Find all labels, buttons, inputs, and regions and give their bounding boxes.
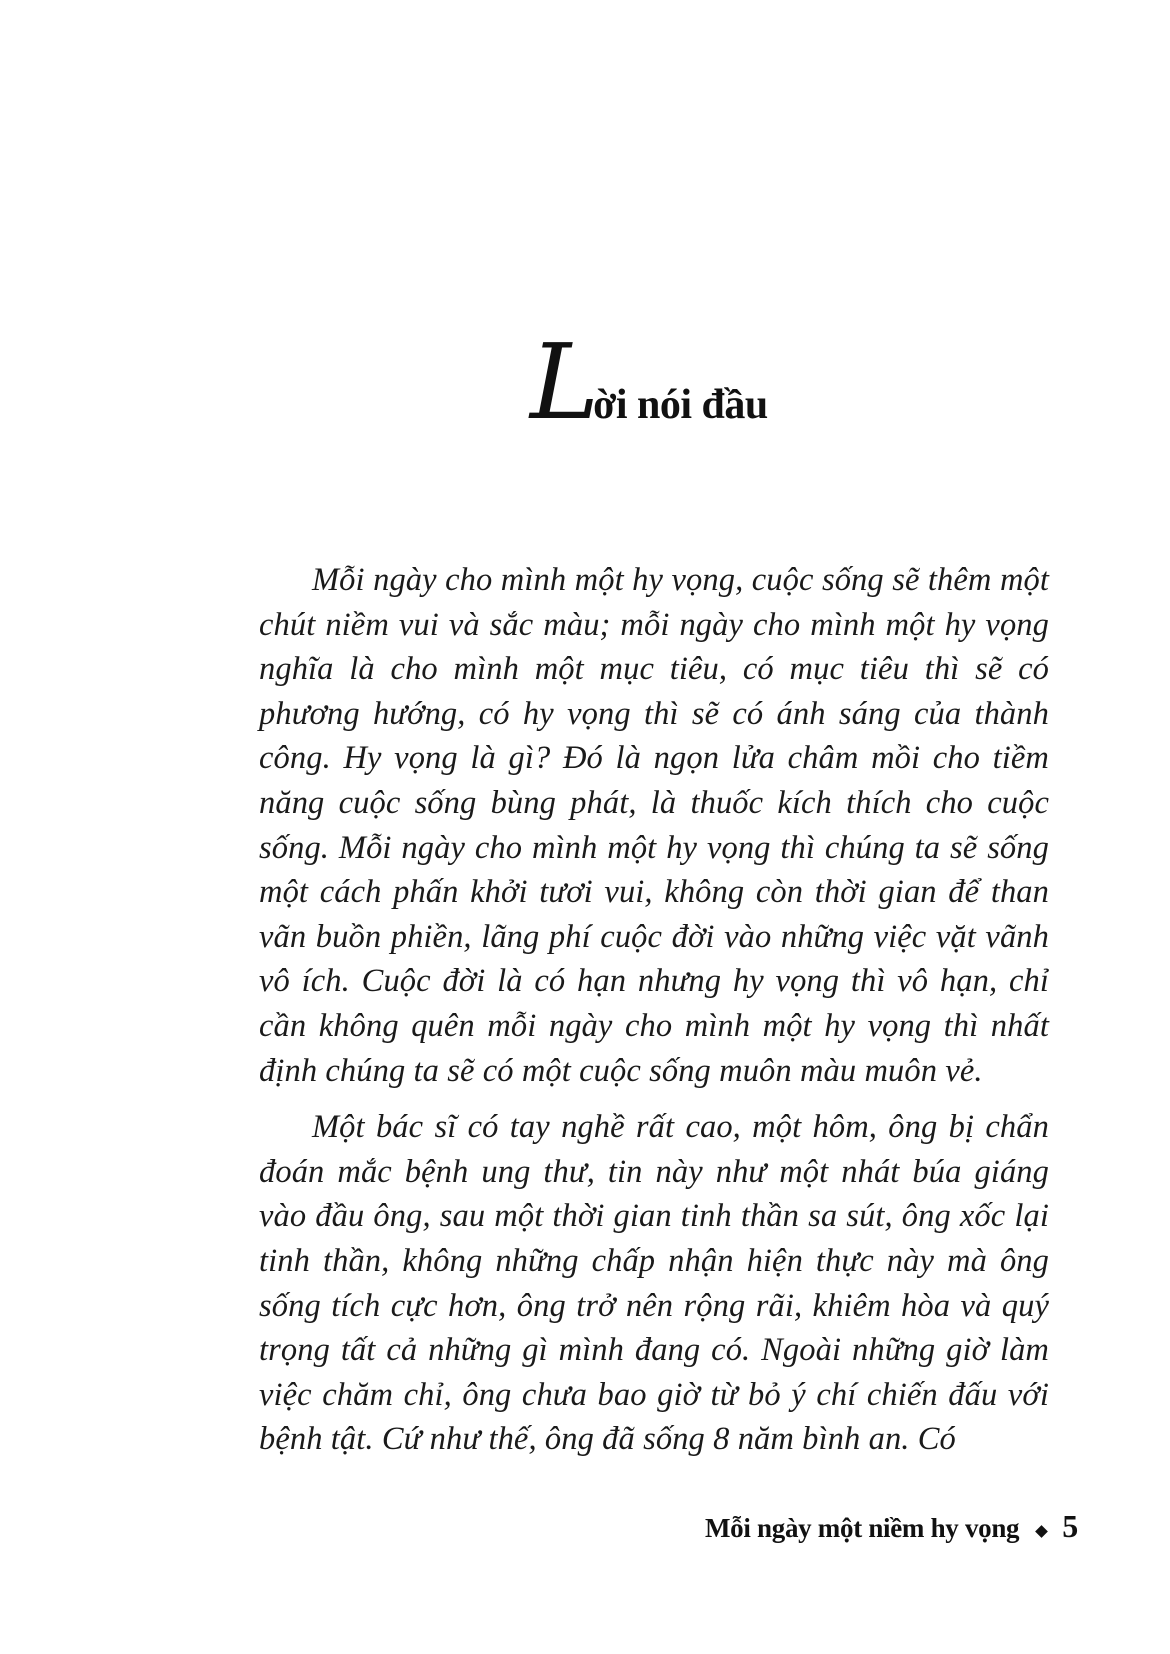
heading-decorative-initial: L <box>530 321 600 443</box>
page-number: 5 <box>1062 1508 1079 1544</box>
body-text <box>259 558 1049 1474</box>
diamond-bullet-icon <box>1035 1525 1048 1538</box>
heading-text: ời nói đầu <box>593 382 768 428</box>
running-footer-title: Mỗi ngày một niềm hy vọng <box>705 1513 1020 1543</box>
paragraph-1: Mỗi ngày cho mình một hy vọng, cuộc sống sẽ thêm một chút niềm vui và sắc màu; mỗi ngày cho mình một hy vọng nghĩa là cho mình một mục tiêu, có mục tiêu thì sẽ có phương hướng, có hy vọng thì sẽ có ánh sáng của thành công. Hy vọng là gì? Đó là ngọn lửa châm mồi cho tiềm năng cuộc sống bùng phát, là thuốc kích thích cho cuộc sống. Mỗi ngày cho mình một hy vọng thì chúng ta sẽ sống một cách phấn khởi tươi vui, không còn thời gian để than vãn buồn phiền, lãng phí cuộc đời vào những việc vặt vãnh vô ích. Cuộc đời là có hạn nhưng hy vọng thì vô hạn, chỉ cần không quên mỗi ngày cho mình một hy vọng thì nhất định chúng ta sẽ có một cuộc sống muôn màu muôn vẻ. <box>259 562 1049 1089</box>
chapter-heading <box>530 321 768 450</box>
paragraph-2: Một bác sĩ có tay nghề rất cao, một hôm, ông bị chẩn đoán mắc bệnh ung thư, tin này như một nhát búa giáng vào đầu ông, sau một thời gian tinh thần sa sút, ông xốc lại tinh thần, không những chấp nhận hiện thực này mà ông sống tích cực hơn, ông trở nên rộng rãi, khiêm hòa và quý trọng tất cả những gì mình đang có. Ngoài những giờ làm việc chăm chỉ, ông chưa bao giờ từ bỏ ý chí chiến đấu với bệnh tật. Cứ như thế, ông đã sống 8 năm bình an. Có <box>259 1109 1049 1458</box>
page-footer <box>705 1508 1078 1545</box>
